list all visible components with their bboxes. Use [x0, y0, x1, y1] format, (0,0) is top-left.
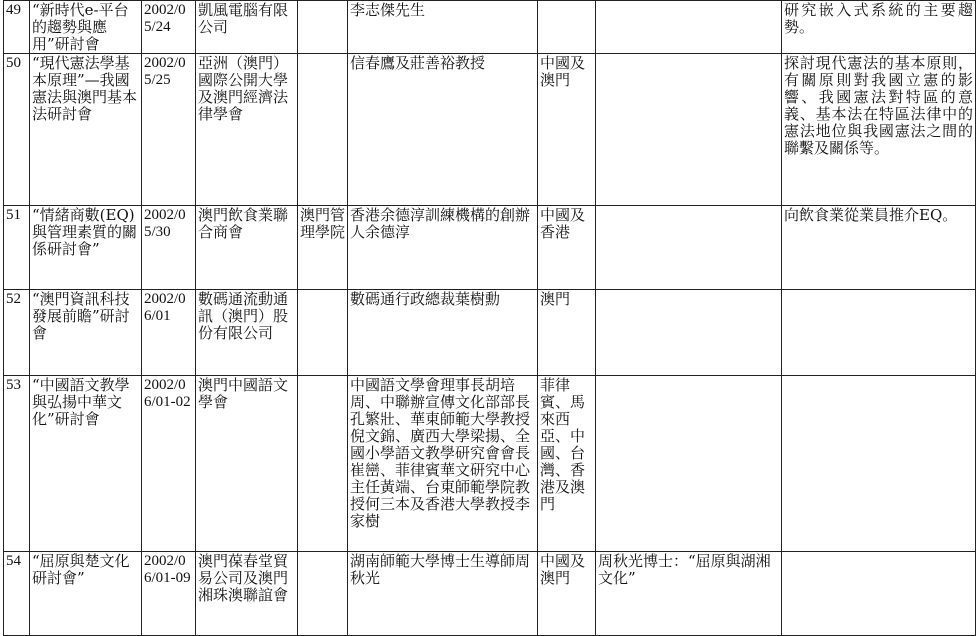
co-organizer	[298, 376, 348, 552]
event-date: 2002/06/01	[142, 290, 196, 376]
event-title: “澳門資訊科技發展前瞻”研討會	[30, 290, 142, 376]
content	[782, 552, 976, 636]
event-title: “屈原與楚文化研討會”	[30, 552, 142, 636]
co-organizer	[298, 290, 348, 376]
organizer: 數碼通流動通訊（澳門）股份有限公司	[196, 290, 298, 376]
topic	[596, 290, 782, 376]
record-number: 54	[4, 552, 30, 636]
topic	[596, 1, 782, 54]
organizer: 澳門葆春堂貿易公司及澳門湘珠澳聯誼會	[196, 552, 298, 636]
table-row	[4, 54, 976, 206]
region: 菲律賓、馬來西亞、中國、台灣、香港及澳門	[538, 376, 596, 552]
content: 向飲食業從業員推介EQ。	[782, 206, 976, 290]
organizer: 亞洲（澳門）國際公開大學及澳門經濟法律學會	[196, 54, 298, 206]
region	[538, 1, 596, 54]
region: 中國及澳門	[538, 552, 596, 636]
speaker: 信春鷹及莊善裕教授	[348, 54, 538, 206]
content	[782, 376, 976, 552]
speaker: 中國語文學會理事長胡培周、中聯辦宣傳文化部部長孔繁壯、華東師範大學教授倪文錦、廣西大學梁揚、全國小學語文教學研究會會長崔巒、菲律賓華文研究中心主任黃端、台東師範學院教授何三本及香港大學教授李家樹	[348, 376, 538, 552]
event-date: 2002/05/30	[142, 206, 196, 290]
region: 澳門	[538, 290, 596, 376]
content: 研究嵌入式系統的主要趨勢。	[782, 1, 976, 54]
table-row	[4, 206, 976, 290]
event-date: 2002/06/01-02	[142, 376, 196, 552]
content	[782, 290, 976, 376]
topic	[596, 206, 782, 290]
table-row	[4, 552, 976, 636]
co-organizer	[298, 54, 348, 206]
seminar-records-table	[3, 0, 976, 636]
record-number: 52	[4, 290, 30, 376]
table-row	[4, 290, 976, 376]
record-number: 50	[4, 54, 30, 206]
content: 探討現代憲法的基本原則，有關原則對我國立憲的影響、我國憲法對特區的意義、基本法在特區法律中的憲法地位與我國憲法之間的聯繫及關係等。	[782, 54, 976, 206]
event-title: “中國語文教學與弘揚中華文化”研討會	[30, 376, 142, 552]
region: 中國及香港	[538, 206, 596, 290]
organizer: 澳門飲食業聯合商會	[196, 206, 298, 290]
table-row	[4, 1, 976, 54]
event-date: 2002/06/01-09	[142, 552, 196, 636]
topic	[596, 376, 782, 552]
speaker: 湖南師範大學博士生導師周秋光	[348, 552, 538, 636]
co-organizer	[298, 1, 348, 54]
event-date: 2002/05/24	[142, 1, 196, 54]
region: 中國及澳門	[538, 54, 596, 206]
event-title: “新時代e-平台的趨勢與應用”研討會	[30, 1, 142, 54]
speaker: 香港余德淳訓練機構的創辦人余德淳	[348, 206, 538, 290]
topic	[596, 54, 782, 206]
organizer: 凱風電腦有限公司	[196, 1, 298, 54]
event-title: “現代憲法學基本原理”—我國憲法與澳門基本法研討會	[30, 54, 142, 206]
event-title: “情緒商數(EQ)與管理素質的關係研討會”	[30, 206, 142, 290]
organizer: 澳門中國語文學會	[196, 376, 298, 552]
speaker: 數碼通行政總裁葉樹勳	[348, 290, 538, 376]
co-organizer	[298, 552, 348, 636]
topic: 周秋光博士：“屈原與湖湘文化”	[596, 552, 782, 636]
table-row	[4, 376, 976, 552]
record-number: 49	[4, 1, 30, 54]
record-number: 53	[4, 376, 30, 552]
co-organizer: 澳門管理學院	[298, 206, 348, 290]
record-number: 51	[4, 206, 30, 290]
speaker: 李志傑先生	[348, 1, 538, 54]
event-date: 2002/05/25	[142, 54, 196, 206]
